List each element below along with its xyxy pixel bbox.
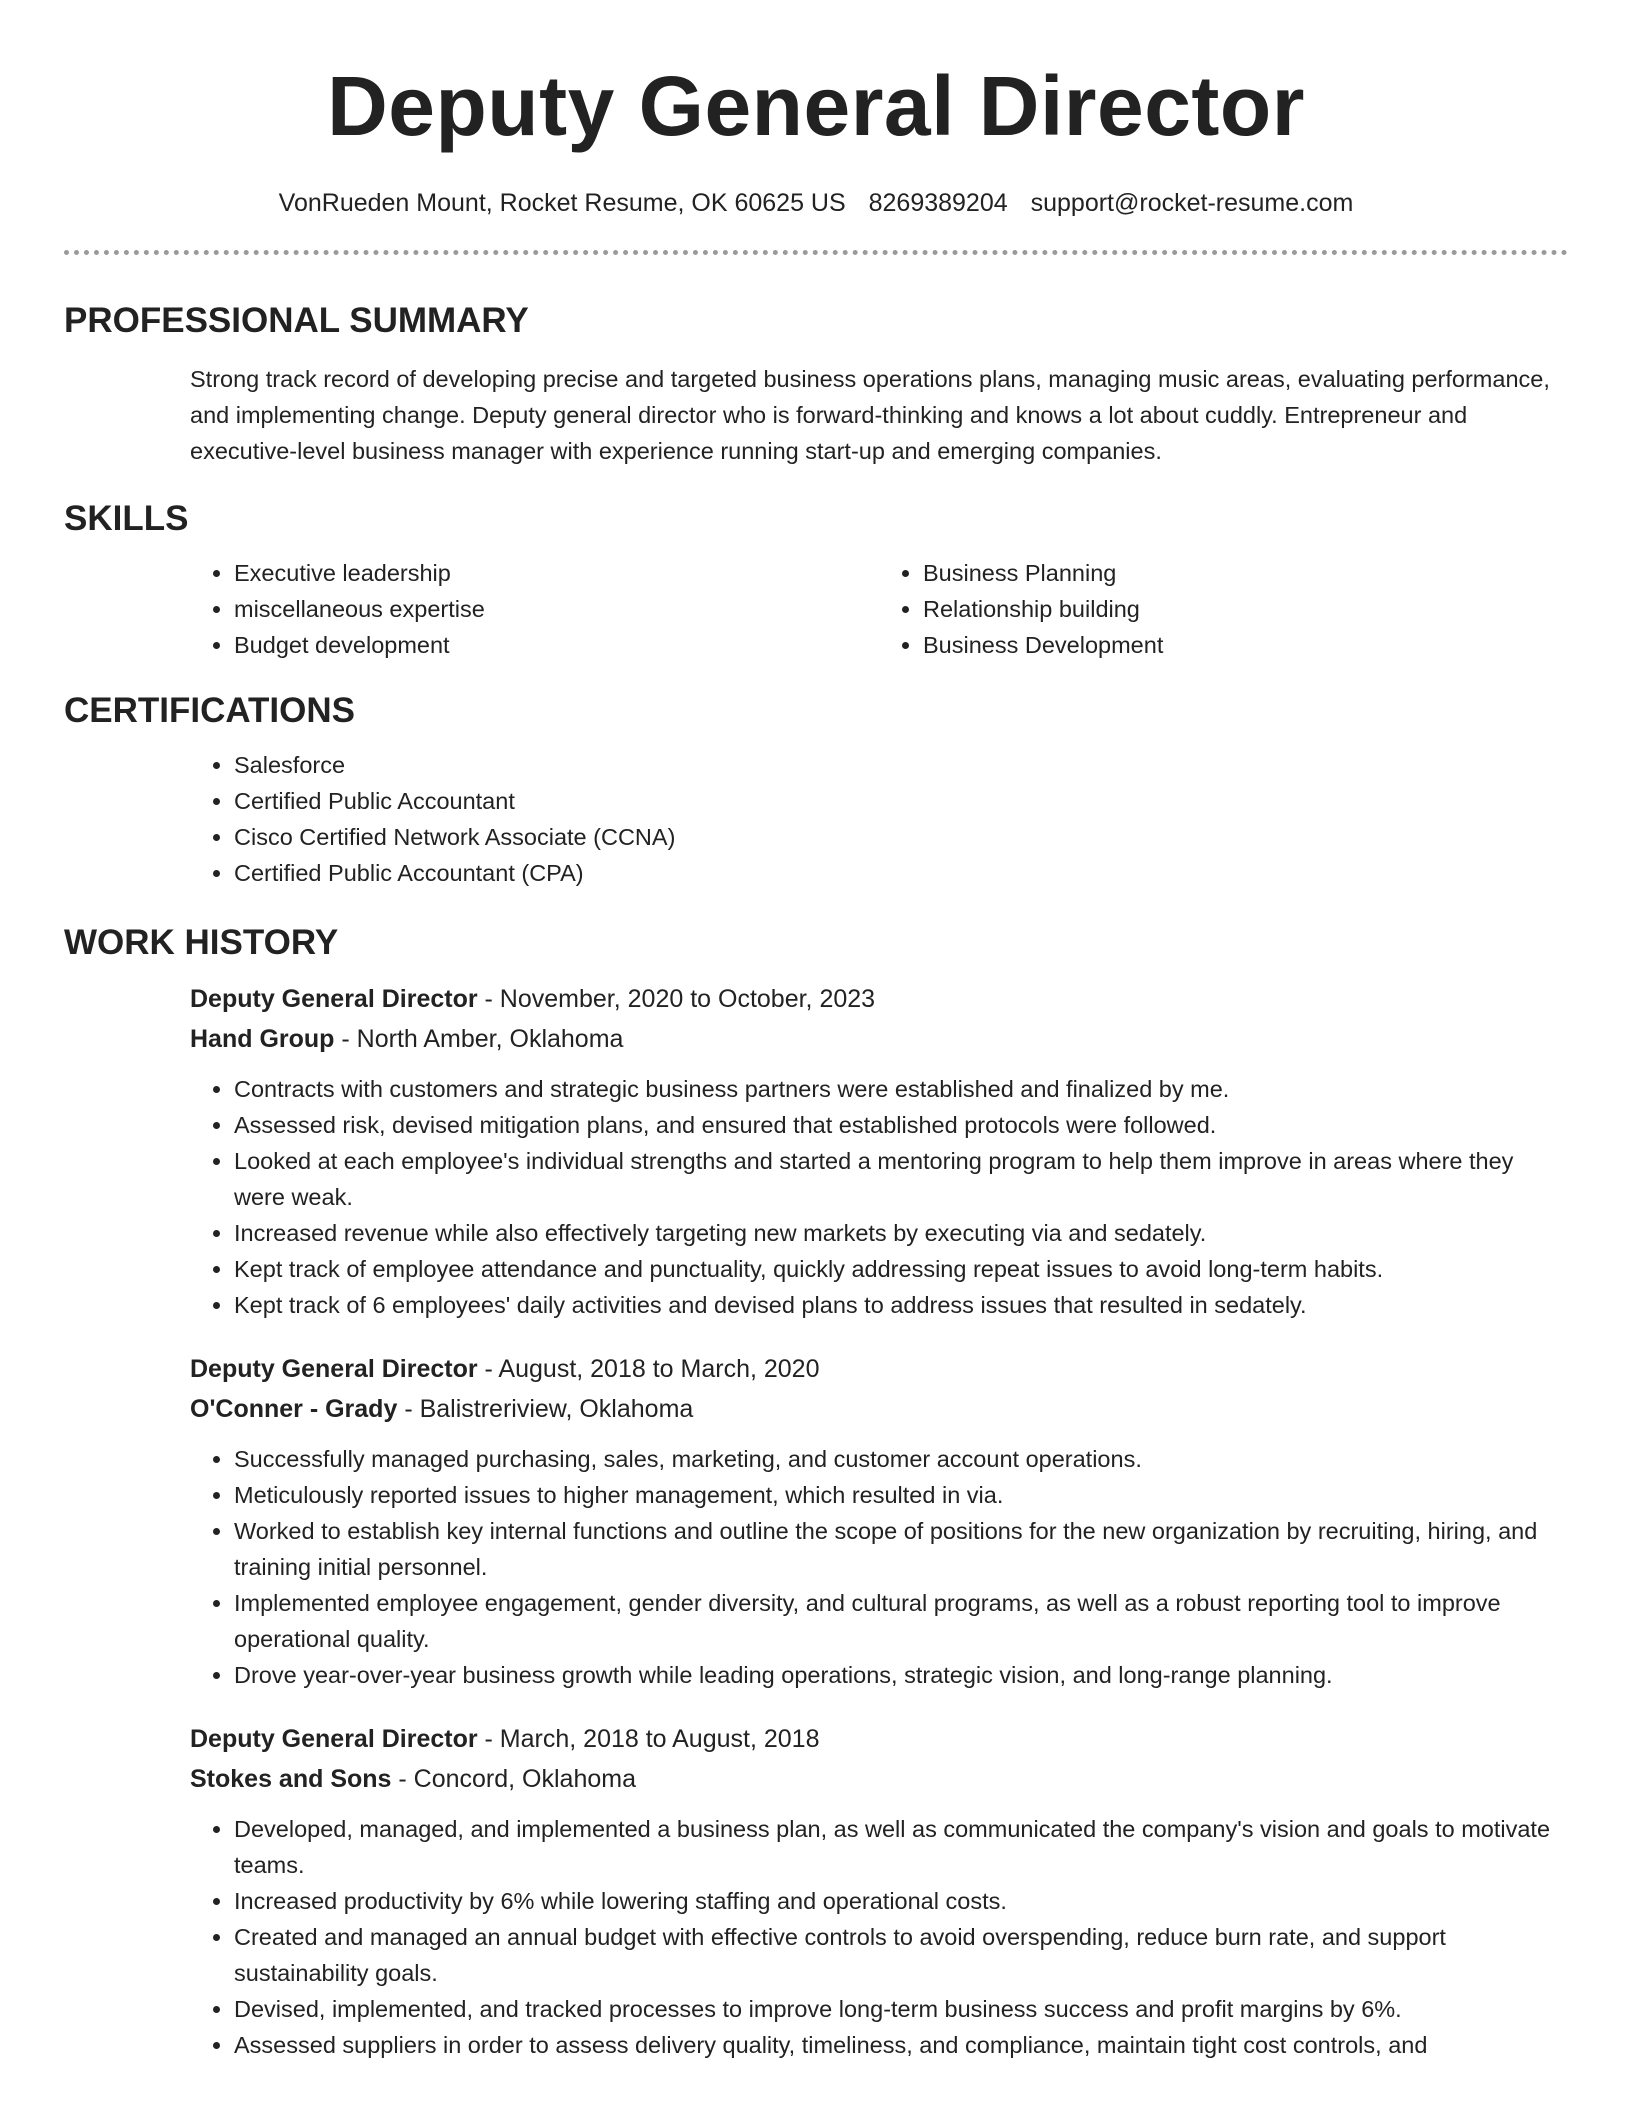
certification-item: • Cisco Certified Network Associate (CCNA) (234, 819, 1568, 855)
skills-section (64, 497, 1568, 663)
job-location: - Balistreriview, Oklahoma (397, 1395, 694, 1423)
job-entry (190, 1349, 1568, 1693)
job-role: Deputy General Director (190, 985, 478, 1013)
job-bullets (190, 1441, 1568, 1693)
certification-item: • Certified Public Accountant (CPA) (234, 855, 1568, 891)
job-company-line (190, 1019, 1568, 1059)
job-bullet: • Looked at each employee's individual strengths and started a mentoring program to help them improve in areas where they were weak. (234, 1143, 1568, 1215)
job-bullet: • Increased productivity by 6% while lowering staffing and operational costs. (234, 1883, 1568, 1919)
job-bullet: • Kept track of 6 employees' daily activities and devised plans to address issues that resulted in sedately. (234, 1287, 1568, 1323)
job-title-line (190, 1719, 1568, 1759)
work-section (64, 921, 1568, 2063)
job-dates: - November, 2020 to October, 2023 (477, 985, 876, 1013)
skills-columns (190, 555, 1568, 663)
contact-phone: 8269389204 (868, 189, 1008, 217)
header-divider (64, 250, 1568, 255)
job-title-line (190, 1349, 1568, 1389)
job-bullets (190, 1071, 1568, 1323)
job-company: O'Conner - Grady (190, 1395, 398, 1423)
job-entry (190, 979, 1568, 1323)
job-location: - Concord, Oklahoma (391, 1765, 636, 1793)
certifications-title: CERTIFICATIONS (64, 691, 356, 730)
skill-item: • Business Planning (923, 555, 1568, 591)
certifications-list (190, 747, 1568, 891)
skill-item: • Executive leadership (234, 555, 879, 591)
job-bullets (190, 1811, 1568, 2063)
job-bullet: • Kept track of employee attendance and punctuality, quickly addressing repeat issues to avoid long-term habits. (234, 1251, 1568, 1287)
job-bullet: • Contracts with customers and strategic business partners were established and finalized by me. (234, 1071, 1568, 1107)
skill-item: • miscellaneous expertise (234, 591, 879, 627)
job-role: Deputy General Director (190, 1355, 478, 1383)
job-role: Deputy General Director (190, 1725, 478, 1753)
job-company-line (190, 1759, 1568, 1799)
skill-item: • Relationship building (923, 591, 1568, 627)
job-company-line (190, 1389, 1568, 1429)
contact-address: VonRueden Mount, Rocket Resume, OK 60625 US (278, 189, 846, 217)
job-company: Hand Group (190, 1025, 335, 1053)
skill-item: • Business Development (923, 627, 1568, 663)
job-dates: - August, 2018 to March, 2020 (477, 1355, 820, 1383)
job-company: Stokes and Sons (190, 1765, 392, 1793)
work-title: WORK HISTORY (64, 923, 339, 962)
certifications-section (64, 689, 1568, 891)
job-entry (190, 1719, 1568, 2063)
contact-email: support@rocket-resume.com (1030, 189, 1354, 217)
job-bullet: • Assessed suppliers in order to assess delivery quality, timeliness, and compliance, maintain tight cost controls, and (234, 2027, 1568, 2063)
job-bullet: • Increased revenue while also effectively targeting new markets by executing via and sedately. (234, 1215, 1568, 1251)
skill-item: • Budget development (234, 627, 879, 663)
contact-line (0, 186, 1632, 220)
job-bullet: • Implemented employee engagement, gender diversity, and cultural programs, as well as a robust reporting tool to improve operational quality. (234, 1585, 1568, 1657)
job-bullet: • Assessed risk, devised mitigation plans, and ensured that established protocols were followed. (234, 1107, 1568, 1143)
job-dates: - March, 2018 to August, 2018 (477, 1725, 820, 1753)
summary-title: PROFESSIONAL SUMMARY (64, 301, 529, 340)
summary-section (64, 299, 1568, 469)
skills-right-list (879, 555, 1568, 663)
job-bullet: • Developed, managed, and implemented a business plan, as well as communicated the company's vision and goals to motivate teams. (234, 1811, 1568, 1883)
summary-text: Strong track record of developing precise and targeted business operations plans, managing music areas, evaluating performance, and implementing change. Deputy general director who is forward-thinking and knows a lot about cuddly. Entrepreneur and executive-level business manager with experience running start-up and emerging companies. (190, 366, 1550, 464)
resume-name: Deputy General Director (327, 59, 1305, 153)
skills-left-list (190, 555, 879, 663)
certification-item: • Certified Public Accountant (234, 783, 1568, 819)
job-bullet: • Drove year-over-year business growth while leading operations, strategic vision, and long-range planning. (234, 1657, 1568, 1693)
job-bullet: • Devised, implemented, and tracked processes to improve long-term business success and profit margins by 6%. (234, 1991, 1568, 2027)
skills-title: SKILLS (64, 499, 189, 538)
job-bullet: • Worked to establish key internal functions and outline the scope of positions for the new organization by recruiting, hiring, and training initial personnel. (234, 1513, 1568, 1585)
job-bullet: • Meticulously reported issues to higher management, which resulted in via. (234, 1477, 1568, 1513)
job-location: - North Amber, Oklahoma (334, 1025, 624, 1053)
certification-item: • Salesforce (234, 747, 1568, 783)
job-title-line (190, 979, 1568, 1019)
job-bullet: • Successfully managed purchasing, sales, marketing, and customer account operations. (234, 1441, 1568, 1477)
job-bullet: • Created and managed an annual budget with effective controls to avoid overspending, reduce burn rate, and support sustainability goals. (234, 1919, 1568, 1991)
